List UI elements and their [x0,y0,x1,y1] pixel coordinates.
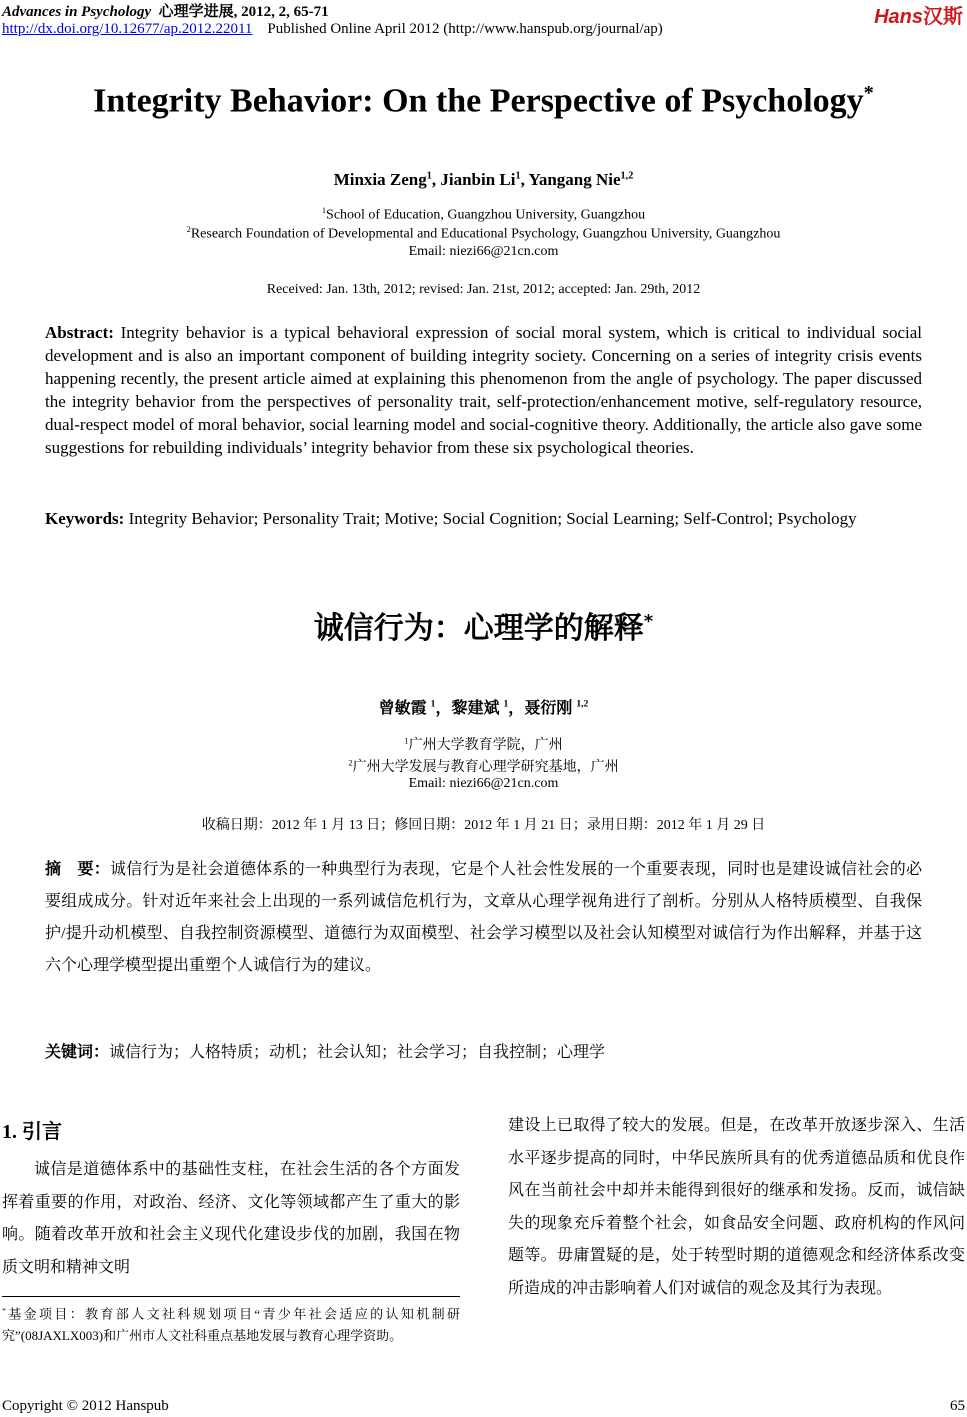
affiliation-cn: $^2$广州大学发展与教育心理学研究基地，广州 [348,758,619,775]
doi-line [2,21,663,38]
email-cn: Email: niezi66@21cn.com [408,776,559,791]
affiliation: $^1$School of Education, Guangzhou University, Guangzhou [321,206,646,223]
footnote: *基金项目：教育部人文社科规划项目“青少年社会适应的认知机制研究”(08JAXLX003)和广州市人文社科重点基地发展与教育心理学资助。 [2,1306,460,1344]
paper-title-cn: 诚信行为：心理学的解释* [313,611,654,646]
body-right-column: 建设上已取得了较大的发展。但是，在改革开放逐步深入、生活水平逐步提高的同时，中华民族所具有的优秀道德品质和优良作风在当前社会中却并未能得到很好的继承和发扬。反而，诚信缺失的现象充斥着整个社会，如食品安全问题、政府机构的作风问题等。毋庸置疑的是，处于转型时期的道德观念和经济体系改变所造成的冲击影响着人们对诚信的观念及其行为表现。 [508,1117,965,1297]
journal-name: Advances in Psychology [2,4,152,20]
author-list: Minxia Zeng$^1$, Jianbin Li$^1$, Yangang Nie$^{1,2}$ [333,170,634,189]
body-left-column: 诚信是道德体系中的基础性支柱，在社会生活的各个方面发挥着重要的作用，对政治、经济、文化等领域都产生了重大的影响。随着改革开放和社会主义现代化建设步伐的加剧，我国在物质文明和精神文明 [2,1161,460,1276]
copyright: Copyright © 2012 Hanspub [2,1398,169,1414]
author-list-cn: 曾敏霞 $^1$，黎建斌 $^1$，聂衍刚 $^{1,2}$ [378,698,589,717]
footnote-divider [2,1296,460,1297]
keywords: Keywords: Integrity Behavior; Personality Trait; Motive; Social Cognition; Social Learning; Self-Control; Psychology [45,509,857,528]
hans-logo: Hans汉斯 [874,6,963,28]
abstract: Abstract: Integrity behavior is a typical behavioral expression of social moral system, which is critical to individual social development and is also an important component of building integrity society. Concerning on a series of integrity crisis events happening recently, the present article aimed at explaining this phenomenon from the angle of psychology. The paper discussed the integrity behavior from the perspectives of personality trait, self-protection/enhancement motive, self-regulatory resource, dual-respect model of moral behavior, social learning model and social-cognitive theory. Additionally, the article also gave some suggestions for rebuilding individuals’ integrity behavior from these six psychological theories. [45,323,923,457]
paper-title: Integrity Behavior: On the Perspective of Psychology* [93,82,874,120]
journal-header [2,0,329,21]
doi-link[interactable]: http://dx.doi.org/10.12677/ap.2012.22011 [2,21,253,37]
dates-cn: 收稿日期：2012 年 1 月 13 日；修回日期：2012 年 1 月 21 日；录用日期：2012 年 1 月 29 日 [201,818,766,833]
affiliation: $^2$Research Foundation of Developmental and Educational Psychology, Guangzhou University, Guangzhou [186,225,781,242]
keywords-cn: 关键词：诚信行为；人格特质；动机；社会认知；社会学习；自我控制；心理学 [45,1042,606,1061]
abstract-cn: 摘 要：诚信行为是社会道德体系的一种典型行为表现，它是个人社会性发展的一个重要表现，同时也是建设诚信社会的必要组成成分。针对近年来社会上出现的一系列诚信危机行为，文章从心理学视角进行了剖析。分别从人格特质模型、自我保护/提升动机模型、自我控制资源模型、道德行为双面模型、社会学习模型以及社会认知模型对诚信行为作出解释，并基于这六个心理学模型提出重塑个人诚信行为的建议。 [45,859,922,974]
received-dates: Received: Jan. 13th, 2012; revised: Jan. 21st, 2012; accepted: Jan. 29th, 2012 [266,282,701,297]
section-heading: 1. 引言 [2,1121,62,1143]
affiliation-cn: $^1$广州大学教育学院，广州 [404,736,563,753]
published-info: Published Online April 2012 (http://www.hanspub.org/journal/ap) [267,21,663,37]
page-number: 65 [950,1398,965,1414]
journal-name-cn: 心理学进展 [158,4,234,20]
email: Email: niezi66@21cn.com [408,244,559,259]
citation: , 2012, 2, 65-71 [233,4,329,20]
